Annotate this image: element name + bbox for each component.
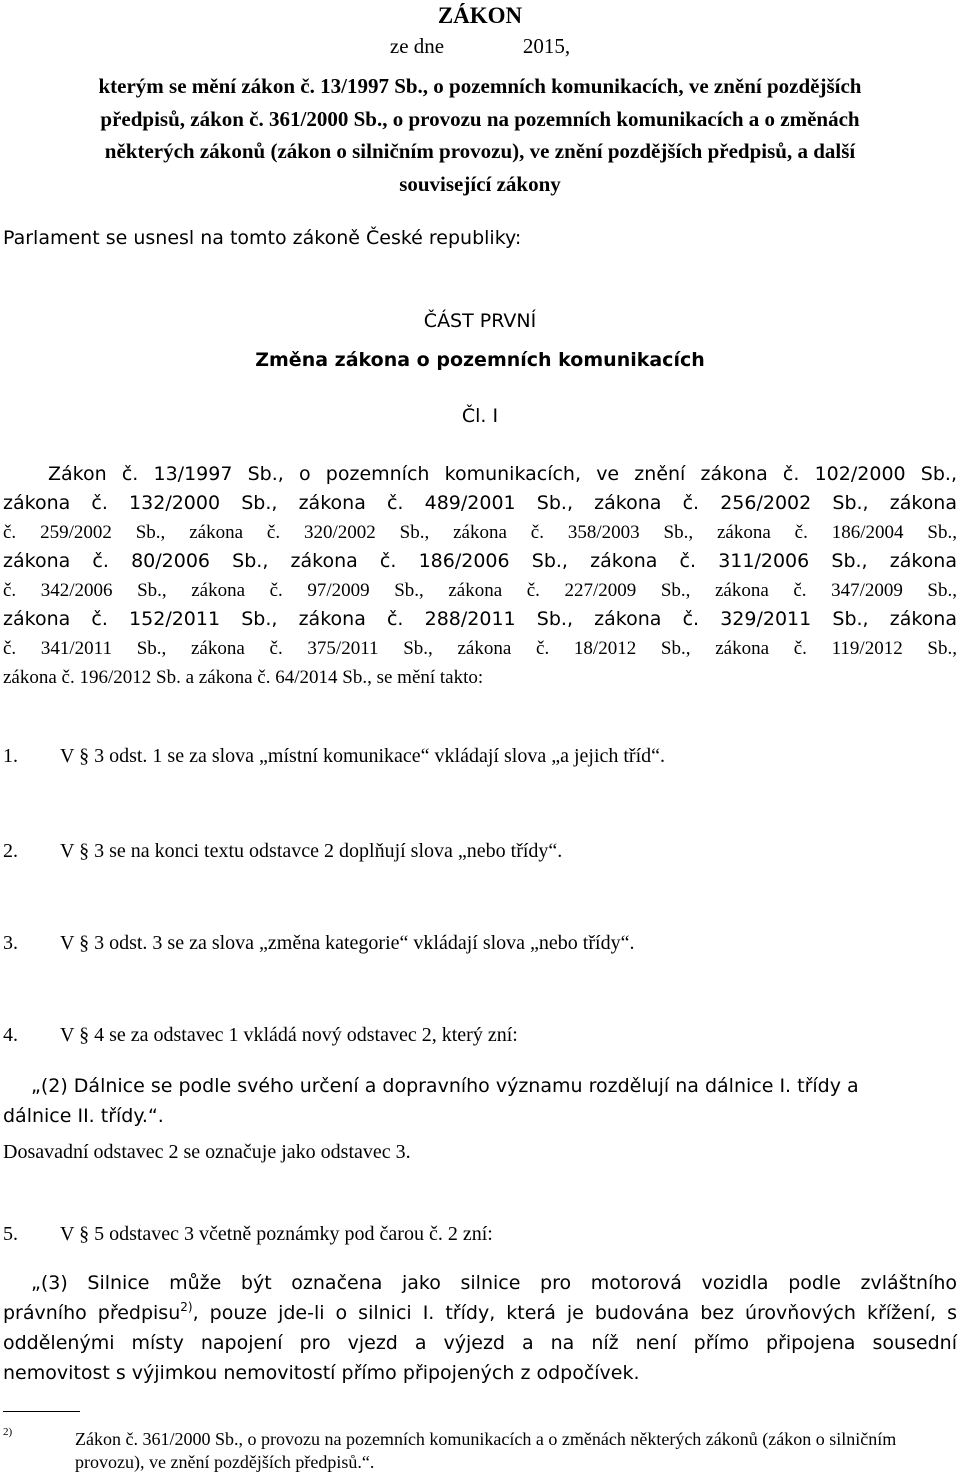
quote-line: „(3) Silnice může být označena jako silnice pro motorová vozidla podle zvláštního [31, 1272, 957, 1294]
quote-line [3, 1298, 957, 1328]
item-text: V § 3 se na konci textu odstavce 2 doplňují slova „nebo třídy“. [60, 840, 563, 862]
paragraph-line: č. 342/2006 Sb., zákona č. 97/2009 Sb., zákona č. 227/2009 Sb., zákona č. 347/2009 Sb., [3, 580, 957, 601]
item-number: 2. [3, 840, 18, 862]
quote-line: dálnice II. třídy.“. [3, 1105, 164, 1127]
item-text: V § 3 odst. 1 se za slova „místní komunikace“ vkládají slova „a jejich tříd“. [60, 745, 666, 767]
law-subject-line: kterým se mění zákon č. 13/1997 Sb., o pozemních komunikacích, ve znění pozdějších [98, 74, 862, 98]
law-subject-line: některých zákonů (zákon o silničním provozu), ve znění pozdějších předpisů, a další [104, 139, 856, 163]
item-number: 5. [3, 1223, 18, 1245]
paragraph-line: zákona č. 80/2006 Sb., zákona č. 186/2006 Sb., zákona č. 311/2006 Sb., zákona [3, 550, 957, 572]
article-number: Čl. I [461, 405, 499, 427]
amended-laws-paragraph [3, 460, 957, 692]
part-title: Změna zákona o pozemních komunikacích [255, 349, 705, 371]
footnote-separator [3, 1411, 80, 1412]
item-text: V § 3 odst. 3 se za slova „změna kategorie“ vkládají slova „nebo třídy“. [60, 932, 635, 954]
footnote-marker: 2) [3, 1426, 13, 1438]
part-heading: ČÁST PRVNÍ [423, 310, 537, 332]
item-number: 4. [3, 1024, 18, 1046]
quote-line: nemovitost s výjimkou nemovitostí přímo připojených z odpočívek. [3, 1362, 640, 1384]
law-date: ze dne 2015, [389, 34, 571, 58]
paragraph-line: Zákon č. 13/1997 Sb., o pozemních komunikacích, ve znění zákona č. 102/2000 Sb., [48, 463, 957, 485]
law-subject [3, 70, 957, 200]
paragraph-line: č. 341/2011 Sb., zákona č. 375/2011 Sb., zákona č. 18/2012 Sb., zákona č. 119/2012 Sb., [3, 638, 957, 659]
item-text: V § 5 odstavec 3 včetně poznámky pod čarou č. 2 zní: [60, 1223, 493, 1245]
paragraph-line: zákona č. 196/2012 Sb. a zákona č. 64/2014 Sb., se mění takto: [3, 667, 484, 688]
quoted-provision [3, 1268, 957, 1388]
footnote-reference[interactable]: 2) [180, 1300, 193, 1314]
law-subject-line: předpisů, zákon č. 361/2000 Sb., o provozu na pozemních komunikacích a o změnách [100, 106, 860, 131]
quote-line: „(2) Dálnice se podle svého určení a dopravního významu rozdělují na dálnice I. třídy a [31, 1075, 859, 1097]
paragraph-line: zákona č. 152/2011 Sb., zákona č. 288/2011 Sb., zákona č. 329/2011 Sb., zákona [3, 608, 957, 630]
law-subject-line: související zákony [399, 171, 561, 196]
renumbering-note: Dosavadní odstavec 2 se označuje jako odstavec 3. [3, 1141, 411, 1163]
item-text: V § 4 se za odstavec 1 vkládá nový odstavec 2, který zní: [60, 1024, 518, 1046]
quote-text: , pouze jde-li o silnici I. třídy, která je budována bez úrovňových křížení, s [192, 1302, 957, 1324]
preamble: Parlament se usnesl na tomto zákoně České republiky: [3, 227, 522, 249]
law-title: ZÁKON [437, 3, 523, 28]
paragraph-line: č. 259/2002 Sb., zákona č. 320/2002 Sb., zákona č. 358/2003 Sb., zákona č. 186/2004 Sb., [3, 522, 957, 543]
paragraph-line: zákona č. 132/2000 Sb., zákona č. 489/2001 Sb., zákona č. 256/2002 Sb., zákona [3, 492, 957, 514]
footnote-text: Zákon č. 361/2000 Sb., o provozu na pozemních komunikacích a o změnách některých zákonů (zákon o silničním provozu), ve znění pozdějších předpisů.“. [75, 1429, 897, 1472]
quote-line: oddělenými místy napojení pro vjezd a výjezd a na níž není přímo připojena sousední [3, 1332, 957, 1354]
quote-text: právního předpisu [3, 1302, 181, 1324]
quoted-provision [3, 1071, 957, 1131]
item-number: 1. [3, 745, 18, 767]
item-number: 3. [3, 932, 18, 954]
